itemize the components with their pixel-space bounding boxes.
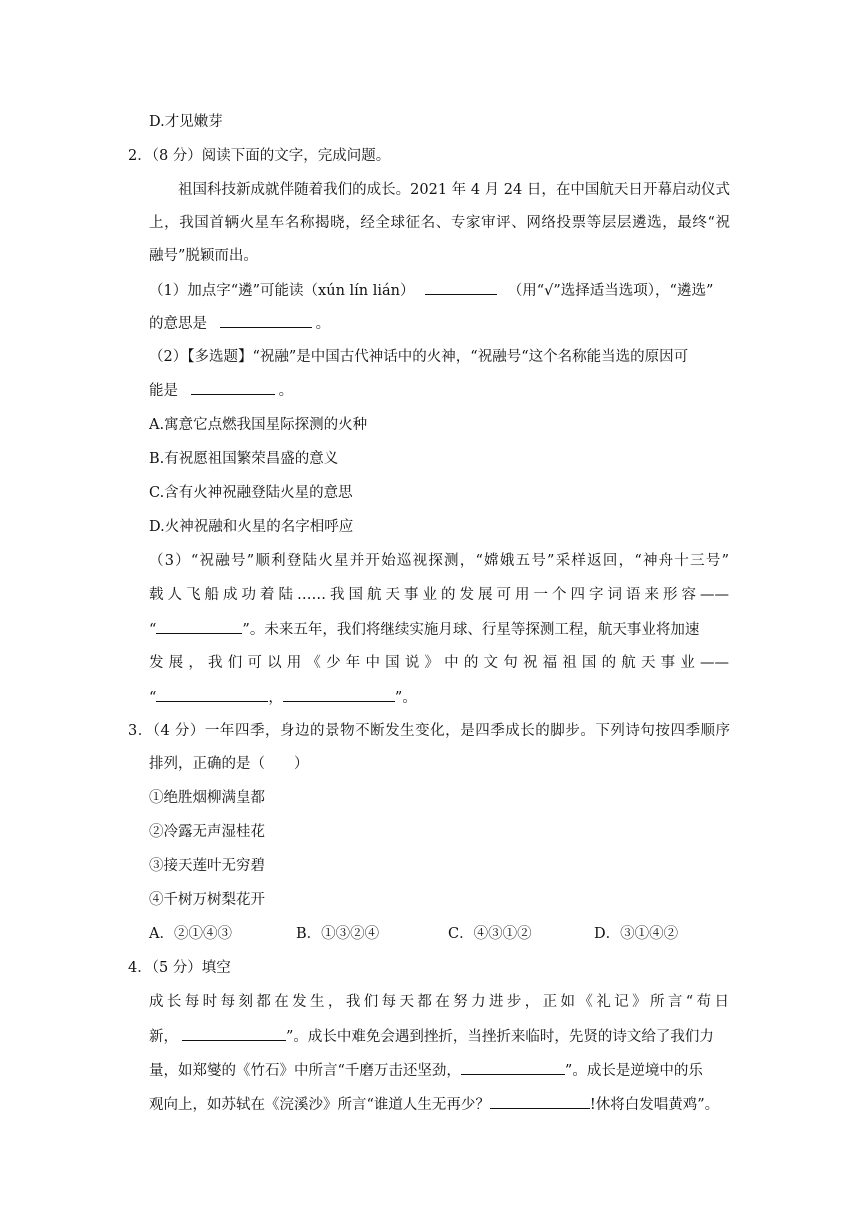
- q2-part1-blank-meaning[interactable]: [220, 313, 312, 328]
- q4-line2: [149, 1026, 714, 1047]
- q4-line3-text-a: 量，如郑燮的《竹石》中所言“千磨万击还坚劲，: [149, 1063, 461, 1079]
- q2-part1-text-b: （用“√”选择适当选项），“遴选”: [507, 283, 714, 299]
- q2-part3-blank-verse-1[interactable]: [156, 687, 268, 702]
- q2-part1-line1: [149, 280, 713, 301]
- q2-part3-line4: 发展，我们可以用《少年中国说》中的文句祝福祖国的航天事业——: [149, 655, 729, 671]
- q3-item-3: ③接天莲叶无穷碧: [149, 858, 265, 874]
- q2-part3-line2: 载人飞船成功着陆……我国航天事业的发展可用一个四字词语来形容——: [149, 587, 729, 603]
- q2-part1-text-a: （1）加点字“遴”可能读（xún lín lián）: [149, 283, 415, 299]
- q4-line3: [149, 1060, 703, 1081]
- q2-part3-text-b: ”。未来五年，我们将继续实施月球、行星等探测工程，航天事业将加速: [242, 622, 700, 638]
- q4-blank-2[interactable]: [461, 1060, 565, 1075]
- q3-choice-c[interactable]: C．④③①②: [448, 926, 532, 942]
- q2-part3-quote-open-2: “: [149, 690, 157, 706]
- q2-part3-quote-open: “: [149, 622, 157, 638]
- q4-line2-text-a: 新，: [149, 1029, 178, 1045]
- q2-passage-line-3: 融号”脱颖而出。: [149, 248, 258, 264]
- q2-option-b: B.有祝愿祖国繁荣昌盛的意义: [149, 451, 339, 467]
- q2-option-a: A.寓意它点燃我国星际探测的火种: [149, 417, 368, 433]
- q2-part2-blank-answer[interactable]: [191, 380, 275, 395]
- q4-blank-3[interactable]: [490, 1094, 590, 1109]
- q2-part2-line1: （2）【多选题】“祝融”是中国古代神话中的火神，“祝融号“这个名称能当选的原因可: [149, 349, 689, 365]
- q4-line4: [149, 1094, 719, 1115]
- q2-part3-blank-verse-2[interactable]: [283, 687, 395, 702]
- q3-choice-a[interactable]: A．②①④③: [149, 926, 232, 942]
- q2-part1-text-d: 。: [315, 316, 331, 332]
- q4-line2-text-b: ”。成长中难免会遇到挫折，当挫折来临时，先贤的诗文给了我们力: [286, 1029, 714, 1045]
- q4-line4-text-a: 观向上，如苏轼在《浣溪沙》所言“谁道人生无再少？: [149, 1097, 490, 1113]
- q2-part3-comma: ，: [268, 690, 283, 706]
- q4-line4-text-b: !休将白发唱黄鸡”。: [589, 1097, 720, 1113]
- q3-heading-line2: 排列，正确的是（ ）: [149, 756, 309, 772]
- q2-part3-line1: （3）“祝融号”顺利登陆火星并开始巡视探测，“嫦娥五号”采样返回，“神舟十三号”: [149, 553, 729, 569]
- q3-heading: 3．（4 分）一年四季，身边的景物不断发生变化，是四季成长的脚步。下列诗句按四季顺序: [128, 723, 730, 739]
- q2-passage-line-1: 祖国科技新成就伴随着我们的成长。2021 年 4 月 24 日，在中国航天日开幕启动仪式: [178, 182, 730, 198]
- q4-line1: 成长每时每刻都在发生，我们每天都在努力进步，正如《礼记》所言“苟日: [149, 994, 729, 1010]
- q2-passage-line-2: 上，我国首辆火星车名称揭晓，经全球征名、专家审评、网络投票等层层遴选，最终“祝: [149, 215, 730, 231]
- q2-part3-line5: [149, 687, 417, 708]
- q2-part3-quote-close: ”。: [394, 690, 417, 706]
- q3-item-4: ④千树万树梨花开: [149, 892, 265, 908]
- q2-part1-blank-pronunciation[interactable]: [425, 280, 497, 295]
- q3-choice-d[interactable]: D．③①④②: [594, 926, 679, 942]
- q2-option-d: D.火神祝融和火星的名字相呼应: [149, 519, 354, 535]
- q2-part2-text-b: 能是: [149, 383, 178, 399]
- q4-heading: 4．（5 分）填空: [128, 960, 231, 976]
- q2-option-c: C.含有火神祝融登陆火星的意思: [149, 485, 353, 501]
- q2-part1-line2: [149, 313, 330, 334]
- q2-part2-line2: [149, 380, 293, 401]
- q2-part3-line3: [149, 619, 699, 640]
- q2-heading: 2．（8 分）阅读下面的文字，完成问题。: [128, 148, 391, 164]
- q2-part2-text-c: 。: [278, 383, 294, 399]
- q1-option-d: D.才见嫩芽: [149, 114, 223, 130]
- q2-part3-blank-idiom[interactable]: [156, 619, 242, 634]
- q4-line3-text-b: ”。成长是逆境中的乐: [564, 1063, 703, 1079]
- q2-part1-text-c: 的意思是: [149, 316, 207, 332]
- q4-blank-1[interactable]: [182, 1026, 286, 1041]
- q3-choice-b[interactable]: B．①③②④: [296, 926, 380, 942]
- q3-item-2: ②冷露无声湿桂花: [149, 824, 265, 840]
- q3-item-1: ①绝胜烟柳满皇都: [149, 790, 265, 806]
